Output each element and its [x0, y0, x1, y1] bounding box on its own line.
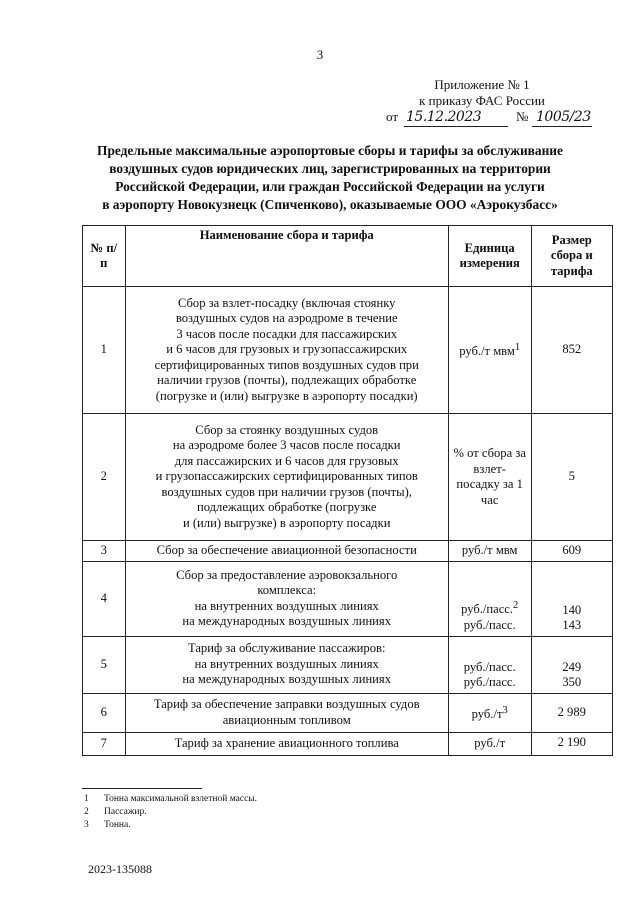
name-line: 3 часов после посадки для пассажирских: [176, 326, 398, 341]
document-id: 2023-135088: [88, 862, 152, 876]
table-row: [83, 287, 613, 414]
name-line: на аэродроме более 3 часов после посадки: [172, 438, 401, 453]
row-unit: [448, 693, 531, 732]
row-unit: [448, 287, 531, 414]
footnote-ref: 2: [513, 600, 519, 612]
order-date: 15.12.2023: [406, 109, 482, 125]
footnote-separator: [82, 788, 202, 789]
appendix-date-number: [372, 109, 592, 127]
row-size: 5: [531, 414, 612, 541]
name-line: Сбор за взлет-посадку (включая стоянку: [177, 295, 396, 310]
footnote-ref: 3: [502, 704, 508, 716]
size-value: 140: [562, 602, 582, 617]
row-name: [125, 414, 448, 541]
table-row: [83, 636, 613, 693]
footnote-ref: 1: [514, 342, 521, 354]
name-line: Сбор за обеспечение авиационной безопасности: [156, 543, 417, 557]
date-underline: [404, 125, 508, 127]
footnote-text: Тонна.: [104, 820, 131, 830]
document-title: [40, 142, 620, 214]
footnote-number: 2: [84, 807, 89, 817]
row-name: [125, 693, 448, 732]
row-unit: [448, 636, 531, 693]
row-num: 6: [83, 693, 126, 732]
table-row: [83, 693, 613, 732]
table-row: [83, 414, 613, 541]
footnote-number: 3: [84, 820, 89, 830]
name-line: авиационным топливом: [222, 712, 351, 727]
row-name: [125, 541, 448, 562]
size-value: 350: [562, 675, 582, 689]
row-unit: % от сбора за взлет-посадку за 1 час: [448, 414, 531, 541]
row-num: 1: [83, 287, 126, 414]
tariffs-table: [82, 225, 613, 756]
row-num: 4: [83, 561, 126, 636]
table-header-row: [83, 226, 613, 287]
row-name: [125, 561, 448, 636]
unit-text: руб./пасс.: [463, 618, 516, 632]
footnote: [84, 806, 257, 819]
from-label: от: [386, 109, 399, 124]
footnote: [84, 793, 257, 806]
size-value: 143: [562, 618, 582, 632]
number-label: №: [516, 109, 529, 124]
footnote-text: Пассажир.: [104, 807, 147, 817]
name-line: сертифицированных типов воздушных судов при: [154, 357, 419, 372]
row-name: [125, 287, 448, 414]
name-line: наличии грузов (почты), подлежащих обработке: [157, 373, 417, 388]
row-size: 2 989: [531, 693, 612, 732]
unit-text: руб./пасс.: [461, 602, 514, 617]
page-number: 3: [316, 47, 324, 62]
header-num: № п/п: [83, 226, 126, 287]
unit-text: руб./пасс.: [463, 659, 516, 674]
row-size: 852: [531, 287, 612, 414]
name-line: и грузопассажирских сертифицированных типов: [155, 469, 418, 484]
row-size: 2 190: [531, 732, 612, 755]
name-line: на внутренних воздушных линиях: [194, 598, 379, 613]
name-line: (погрузке и (или) выгрузке в аэропорту посадки): [155, 388, 418, 403]
name-line: на международных воздушных линиях: [182, 614, 392, 628]
name-line: воздушных судов при наличии грузов (почты),: [161, 484, 412, 499]
row-unit: руб./т: [448, 732, 531, 755]
table-row: [83, 561, 613, 636]
row-num: 3: [83, 541, 126, 562]
name-line: на международных воздушных линиях: [182, 672, 392, 687]
name-line: Тариф за хранение авиационного топлива: [174, 735, 399, 750]
footnote: [84, 819, 257, 832]
row-num: 2: [83, 414, 126, 541]
name-line: Тариф за обеспечение заправки воздушных судов: [153, 697, 420, 711]
name-line: для пассажирских и 6 часов для грузовых: [174, 453, 399, 468]
unit-text: руб./т: [471, 706, 503, 721]
row-unit: [448, 561, 531, 636]
name-line: на внутренних воздушных линиях: [194, 656, 379, 671]
row-size: 609: [531, 541, 612, 562]
row-name: [125, 636, 448, 693]
row-size: [531, 636, 612, 693]
table-row: [83, 732, 613, 755]
name-line: и (или) выгрузке) в аэропорту посадки: [182, 515, 391, 530]
row-num: 5: [83, 636, 126, 693]
row-size: [531, 561, 612, 636]
number-underline: [532, 125, 592, 127]
name-line: Сбор за стоянку воздушных судов: [195, 422, 379, 437]
appendix-order-ref: к приказу ФАС России: [419, 93, 545, 108]
title-line: Предельные максимальные аэропортовые сборы и тарифы за обслуживание: [97, 143, 563, 158]
name-line: воздушных судов на аэродроме в течение: [175, 311, 398, 326]
footnote-text: Тонна максимальной взлетной массы.: [104, 794, 258, 804]
header-name: Наименование сбора и тарифа: [125, 226, 448, 287]
title-line: в аэропорту Новокузнецк (Спиченково), оказываемые ООО «Аэрокузбасс»: [102, 197, 558, 212]
header-unit: Единица измерения: [448, 226, 531, 287]
table-row: [83, 541, 613, 562]
name-line: подлежащих обработке (погрузке: [196, 500, 377, 515]
row-unit: руб./т мвм: [448, 541, 531, 562]
name-line: комплекса:: [257, 583, 317, 597]
footnote-number: 1: [84, 794, 89, 804]
name-line: Сбор за предоставление аэровокзального: [176, 567, 398, 582]
name-line: и 6 часов для грузовых и грузопассажирских: [166, 342, 408, 357]
unit-text: руб./т мвм: [459, 344, 515, 359]
order-number: 1005/23: [536, 109, 591, 125]
title-line: воздушных судов юридических лиц, зарегистрированных на территории: [109, 161, 551, 176]
size-value: 249: [562, 659, 582, 674]
row-name: [125, 732, 448, 755]
unit-text: руб./пасс.: [463, 675, 516, 689]
title-line: Российской Федерации, или граждан Российской Федерации на услуги: [115, 179, 545, 194]
row-num: 7: [83, 732, 126, 755]
appendix-header: [372, 77, 592, 127]
appendix-title: Приложение № 1: [434, 77, 530, 92]
header-size: Размер сбора и тарифа: [531, 226, 612, 287]
name-line: Тариф за обслуживание пассажиров:: [187, 641, 386, 656]
footnotes: [84, 793, 257, 832]
